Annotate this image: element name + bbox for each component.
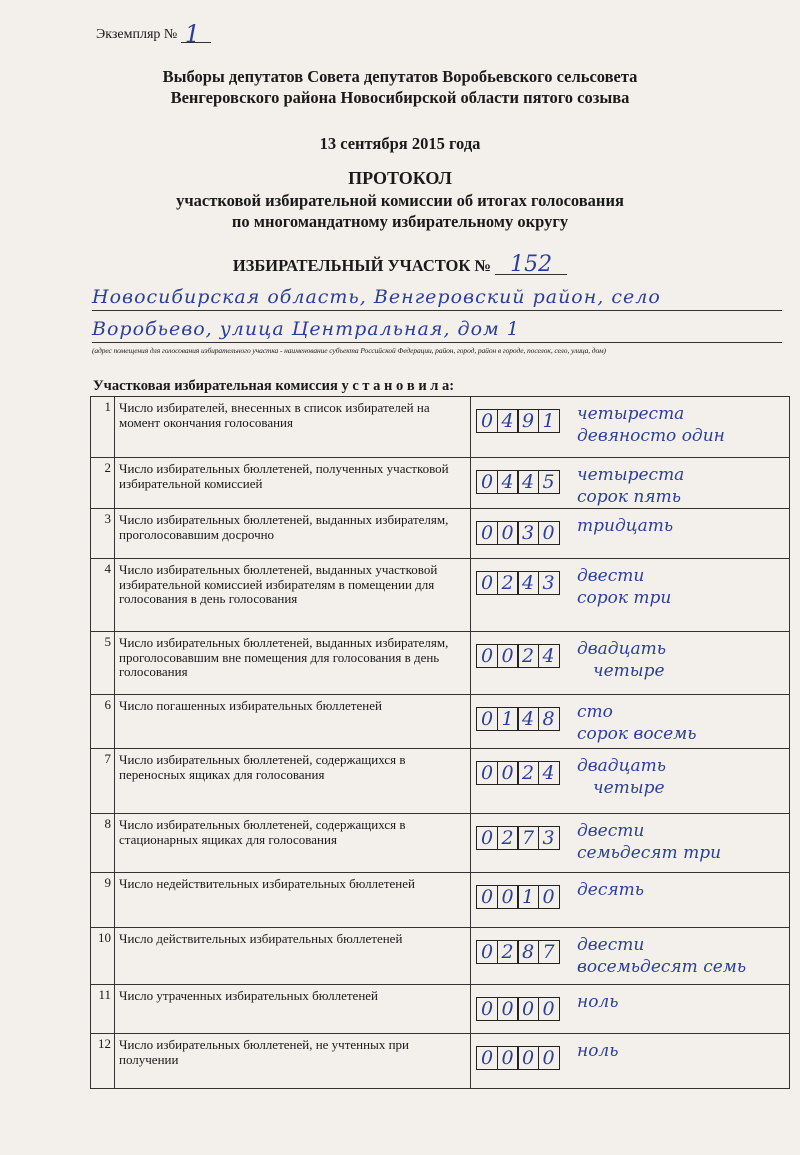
digit-boxes [476,997,558,1021]
row-value [471,749,790,814]
row-number: 8 [91,814,115,873]
words-line-1: двести [577,566,645,586]
row-value [471,985,790,1034]
value-in-words [577,464,684,508]
row-label: Число избирательных бюллетеней, содержащихся в стационарных ящиках для голосования [115,814,471,873]
table-row [91,985,790,1034]
digit-box: 4 [538,644,560,668]
words-line-2: девяносто один [577,426,725,446]
digit-box: 0 [517,1046,539,1070]
row-value [471,559,790,632]
row-value [471,1034,790,1089]
row-number: 4 [91,559,115,632]
row-label: Число действительных избирательных бюллетеней [115,928,471,985]
digit-box: 0 [476,521,498,545]
digit-box: 0 [476,409,498,433]
digit-box: 8 [538,707,560,731]
digit-box: 2 [497,571,519,595]
digit-boxes [476,826,558,850]
words-line-1: десять [577,880,644,900]
row-number: 11 [91,985,115,1034]
value-in-words [577,934,746,978]
row-value [471,397,790,458]
words-line-2: сорок восемь [577,724,697,744]
digit-box: 0 [517,997,539,1021]
row-label: Число утраченных избирательных бюллетеней [115,985,471,1034]
protocol-subtitle [0,190,800,232]
value-in-words [577,701,697,745]
row-value [471,509,790,559]
table-row [91,814,790,873]
digit-box: 4 [497,409,519,433]
digit-boxes [476,409,558,433]
digit-box: 3 [517,521,539,545]
words-line-2: четыре [593,778,665,798]
address-note: (адрес помещения для голосования избирательного участка - наименование субъекта Российской Федерации, район, город, район в городе, поселок, село, улица, дом) [92,346,606,355]
election-title-line2: Венгеровского района Новосибирской области пятого созыва [170,88,630,107]
words-line-1: двадцать [577,756,666,776]
table-row [91,397,790,458]
row-number: 7 [91,749,115,814]
digit-boxes [476,885,558,909]
table-row [91,873,790,928]
digit-box: 7 [538,940,560,964]
row-number: 1 [91,397,115,458]
words-line-1: двадцать [577,639,666,659]
digit-box: 4 [517,470,539,494]
digit-box: 7 [517,826,539,850]
row-label: Число избирательных бюллетеней, выданных избирателям, проголосовавшим досрочно [115,509,471,559]
words-line-2: сорок пять [577,487,682,507]
digit-boxes [476,761,558,785]
value-in-words [577,879,644,901]
table-row [91,928,790,985]
words-line-1: ноль [577,1041,619,1061]
digit-box: 0 [476,826,498,850]
row-number: 5 [91,632,115,695]
digit-box: 4 [538,761,560,785]
digit-box: 0 [497,521,519,545]
digit-box: 0 [476,1046,498,1070]
digit-box: 0 [497,1046,519,1070]
protocol-subtitle-line1: участковой избирательной комиссии об итогах голосования [176,191,624,210]
digit-box: 3 [538,571,560,595]
words-line-2: семьдесят три [577,843,722,863]
digit-box: 1 [538,409,560,433]
digit-box: 2 [497,826,519,850]
digit-boxes [476,571,558,595]
digit-box: 0 [538,885,560,909]
digit-boxes [476,644,558,668]
row-label: Число избирательных бюллетеней, полученных участковой избирательной комиссией [115,458,471,509]
digit-box: 1 [497,707,519,731]
row-value [471,928,790,985]
words-line-2: восемьдесят семь [577,957,747,977]
election-title [0,66,800,108]
value-in-words [577,991,619,1013]
value-in-words [577,565,671,609]
words-line-1: тридцать [577,516,674,536]
digit-box: 4 [517,707,539,731]
words-line-1: четыреста [577,404,685,424]
digit-box: 2 [517,644,539,668]
digit-box: 1 [517,885,539,909]
words-line-1: двести [577,935,645,955]
address-line-2: Воробьево, улица Центральная, дом 1 [92,318,782,343]
digit-boxes [476,470,558,494]
protocol-heading: ПРОТОКОЛ [348,168,452,188]
digit-boxes [476,707,558,731]
row-value [471,695,790,749]
digit-box: 5 [538,470,560,494]
digit-boxes [476,521,558,545]
table-row [91,632,790,695]
words-line-1: ноль [577,992,619,1012]
digit-box: 0 [497,885,519,909]
digit-box: 2 [517,761,539,785]
protocol-subtitle-line2: по многомандатному избирательному округу [231,212,569,231]
row-number: 9 [91,873,115,928]
row-number: 10 [91,928,115,985]
election-date: 13 сентября 2015 года [319,134,481,153]
digit-box: 0 [538,997,560,1021]
copy-number [96,20,211,48]
digit-box: 4 [497,470,519,494]
digit-box: 0 [476,761,498,785]
row-value [471,458,790,509]
row-label: Число избирателей, внесенных в список избирателей на момент окончания голосования [115,397,471,458]
value-in-words [577,515,673,537]
table-row [91,559,790,632]
words-line-2: сорок три [577,588,672,608]
row-number: 2 [91,458,115,509]
row-label: Число избирательных бюллетеней, выданных участковой избирательной комиссией избирателям в помещении для голосования в день голосования [115,559,471,632]
digit-box: 0 [476,997,498,1021]
election-title-line1: Выборы депутатов Совета депутатов Воробьевского сельсовета [162,67,638,86]
digit-box: 8 [517,940,539,964]
digit-boxes [476,1046,558,1070]
digit-box: 0 [497,761,519,785]
row-number: 3 [91,509,115,559]
value-in-words [577,820,721,864]
row-value [471,873,790,928]
words-line-1: сто [577,702,613,722]
value-in-words [577,403,725,447]
digit-box: 4 [517,571,539,595]
row-number: 12 [91,1034,115,1089]
table-row [91,1034,790,1089]
commission-label: Участковая избирательная комиссия у с т а н о в и л а: [93,378,455,394]
words-line-2: четыре [593,661,665,681]
polling-station-number: 152 [495,256,567,275]
digit-box: 0 [476,885,498,909]
words-line-1: двести [577,821,645,841]
copy-number-value: 1 [184,20,201,48]
words-line-1: четыреста [577,465,685,485]
row-label: Число избирательных бюллетеней, не учтенных при получении [115,1034,471,1089]
digit-box: 0 [476,470,498,494]
row-label: Число недействительных избирательных бюллетеней [115,873,471,928]
polling-station-label: ИЗБИРАТЕЛЬНЫЙ УЧАСТОК № [232,256,492,275]
value-in-words [577,755,666,799]
digit-box: 2 [497,940,519,964]
digit-box: 0 [476,707,498,731]
row-label: Число избирательных бюллетеней, содержащихся в переносных ящиках для голосования [115,749,471,814]
copy-label: Экземпляр № [96,27,178,42]
digit-box: 9 [517,409,539,433]
digit-box: 3 [538,826,560,850]
row-value [471,632,790,695]
table-row [91,695,790,749]
row-number: 6 [91,695,115,749]
digit-box: 0 [497,997,519,1021]
results-table [90,396,790,1089]
digit-box: 0 [476,644,498,668]
digit-box: 0 [538,521,560,545]
digit-box: 0 [538,1046,560,1070]
row-value [471,814,790,873]
table-row [91,749,790,814]
table-row [91,458,790,509]
digit-box: 0 [497,644,519,668]
digit-box: 0 [476,940,498,964]
address-line-1: Новосибирская область, Венгеровский район, село [92,286,782,311]
value-in-words [577,1040,619,1062]
value-in-words [577,638,666,682]
row-label: Число погашенных избирательных бюллетеней [115,695,471,749]
polling-station [0,252,800,277]
table-row [91,509,790,559]
row-label: Число избирательных бюллетеней, выданных избирателям, проголосовавшим вне помещения для голосования в день голосования [115,632,471,695]
digit-boxes [476,940,558,964]
digit-box: 0 [476,571,498,595]
